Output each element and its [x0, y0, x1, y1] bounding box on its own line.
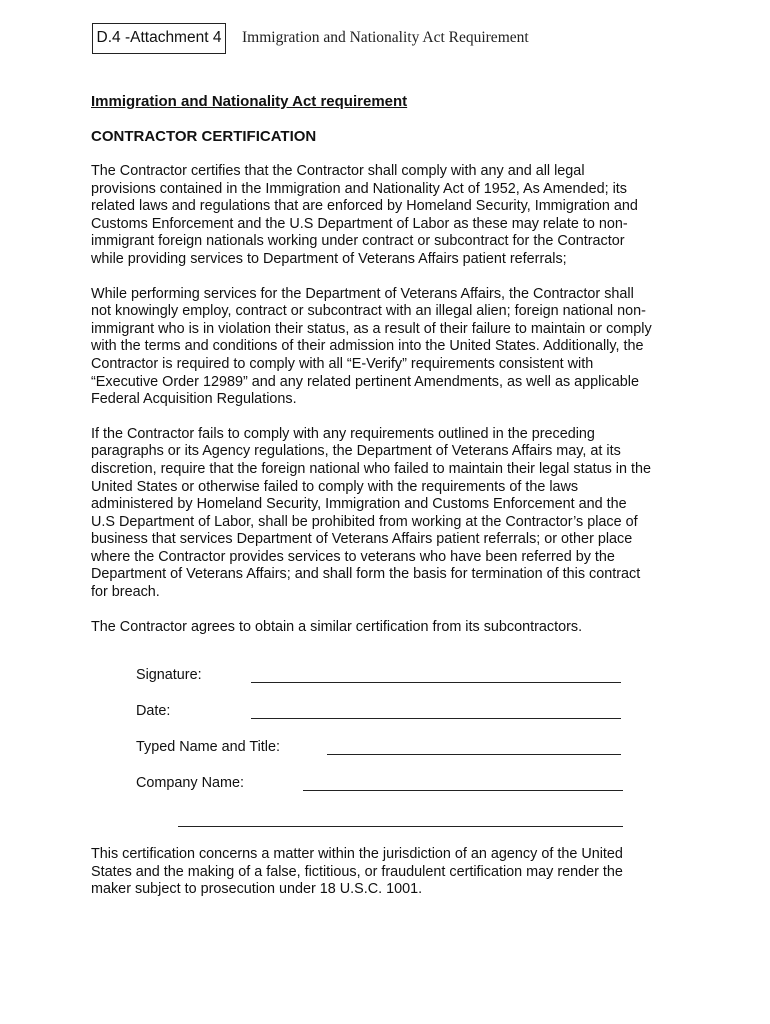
additional-line[interactable] [178, 826, 623, 827]
typed-name-line[interactable] [327, 754, 621, 755]
paragraph-subcontractors: The Contractor agrees to obtain a similar certification from its subcontractors. [91, 618, 583, 635]
paragraph-compliance: The Contractor certifies that the Contractor shall comply with any and all legal provisions contained in the Immigration and Nationality Act of 1952, As Amended; its related laws and regulations that are enforced by Homeland Security, Immigration and Customs Enforcement and the U.S Department of Labor as these may relate to non- immigrant foreign nationals working under contract or subcontract for the Contractor while providing services to Department of Veterans Affairs patient referrals; [91, 163, 638, 267]
attachment-label: D.4 -Attachment 4 [96, 29, 222, 46]
document-body [91, 93, 691, 898]
attachment-label-box [92, 23, 226, 54]
page-header [92, 21, 529, 55]
paragraph-employment: While performing services for the Department of Veterans Affairs, the Contractor shall not knowingly employ, contract or subcontract with an illegal alien; foreign national non- immigrant who is in violation their status, as a result of their failure to maintain or comply with the terms and conditions of their admission into the United States. Additionally, the Contractor is required to comply with all “E-Verify” requirements consistent with “Executive Order 12989” and any related pertinent Amendments, as well as applicable Federal Acquisition Regulations. [91, 285, 652, 408]
date-label: Date: [136, 703, 171, 719]
document-subtitle: CONTRACTOR CERTIFICATION [91, 128, 317, 145]
company-name-label: Company Name: [136, 775, 244, 791]
certification-footer: This certification concerns a matter within the jurisdiction of an agency of the United States and the making of a false, fictitious, or fraudulent certification may render the maker subject to prosecution under 18 U.S.C. 1001. [91, 846, 623, 898]
document-title: Immigration and Nationality Act requirement [91, 93, 408, 110]
date-line[interactable] [251, 718, 621, 719]
company-name-line[interactable] [303, 790, 623, 791]
signature-label: Signature: [136, 667, 202, 683]
typed-name-label: Typed Name and Title: [136, 739, 280, 755]
header-title: Immigration and Nationality Act Requirement [242, 29, 529, 46]
paragraph-noncompliance: If the Contractor fails to comply with any requirements outlined in the preceding paragraphs or its Agency regulations, the Department of Veterans Affairs may, at its discretion, require that the foreign national who failed to maintain their legal status in the United States or otherwise failed to comply with the requirements of the laws administered by Homeland Security, Immigration and Customs Enforcement and the U.S Department of Labor, shall be prohibited from working at the Contractor’s place of business that services Department of Veterans Affairs patient referrals; or other place where the Contractor provides services to veterans who have been referred by the Department of Veterans Affairs; and shall form the basis for termination of this contract for breach. [91, 425, 651, 601]
signature-line[interactable] [251, 682, 621, 683]
